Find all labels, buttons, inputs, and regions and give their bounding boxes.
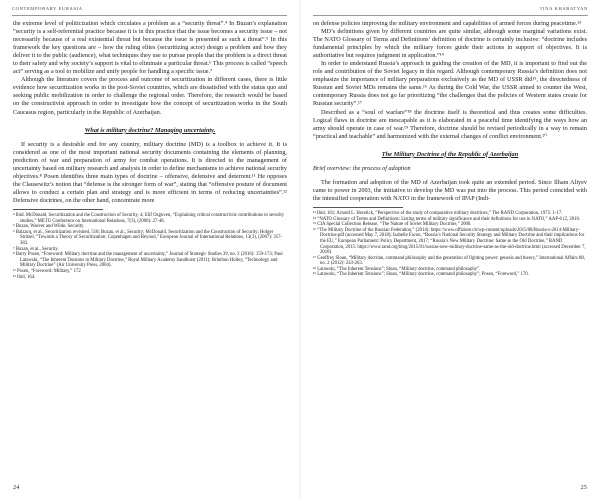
footnote: ¹⁴ “NATO Glossary of Terms and Definitions: Listing terms of military significance and their definitions for use in NATO,” AAP-6 (2, 2010. — [313, 216, 581, 222]
header-rule-right — [313, 15, 588, 16]
running-header-journal: CONTEMPORARY EURASIA — [12, 6, 83, 11]
page-gutter — [299, 0, 301, 499]
footnote: ¹⁵ CIA Special Collection Release, “The Nature of Soviet Military Doctrine,” 2000. — [313, 222, 472, 228]
footnote: ⁴ Ibid. McDonald, Securitization and the Construction of Security, 4; Elif Ozguven, “Explaining critical constructivist contributions to security studies,” METU Conference on International Relations, 7(3), (2006): 27-48. — [13, 212, 285, 224]
footnotes-list — [13, 213, 287, 280]
footnote: ¹⁹ Latawski, “The Inherent Tensions”; Sloan, “Military doctrine, command philosophy”; Posen, “Foreword,” 170. — [313, 272, 529, 278]
footnote-rule — [13, 209, 103, 210]
footnote: ¹⁸ Latawski, “The Inherent Tensions”; Sloan, “Military doctrine, command philosophy”. — [313, 266, 481, 272]
header-rule-left — [12, 15, 287, 16]
footnote: ⁵ Buzan, Waever and Wilde, Security. — [13, 224, 85, 230]
page-number-right: 25 — [580, 484, 587, 491]
footnotes-list — [313, 211, 587, 278]
section-heading: What is military doctrine? Managing uncertainty. — [84, 126, 216, 134]
paragraph: The formation and adoption of the MD of Azerbaijan took quite an extended period. Since Ilham Aliyev came to power in 2003, the initiative to develop the MD was put into the process. This period coincided with the intensified cooperation with NATO in the framework of IPAP (Indi- — [313, 178, 587, 202]
paragraph: on defense policies improving the military environment and capabilities of armed forces during peacetime.¹³ — [313, 20, 581, 27]
footnote: ⁸ Barry Posen, “Foreword: Military doctrine and the management of uncertainty,” Journal of Strategic Studies 39, no. 2 (2016): 159-173; Paul Latawski, “The Inherent Tensions in Military Doctrine,” Royal Military Academy Sandhurst (2011); Brinthon Holley, “Technology and Military Doctrine” (Air University Press, 2004). — [13, 252, 283, 269]
footnote: ⁷ Buzan, et al., Security. — [13, 246, 59, 252]
footnote: ⁶ Balzacq, et al., Securitization revisited, 518; Buzan, et al., Security; McDonald, Securitization and the Construction of Security; Holger Stritzel, “Towards a Theory of Securitization: Copenhagen and Beyond,” European Journal of International Relations, 13(3), (2007): 357-383. — [13, 229, 283, 246]
paragraph: In order to understand Russia’s approach in guiding the creation of the MD, it is important to find out the role and contribution of the Soviet legacy in this regard. Although contemporary Russia’s definition does not emphasize the importance of military preparations exclusively as the MD of USSR did¹⁵, the directedness of Russian and Soviet MDs remains the same.¹⁶ As during the Cold War, the USSR aimed to counter the West, contemporary Russia does not go far prioritizing “the challenges that the policies of Western states create for Russian security”.¹⁷ — [313, 60, 587, 108]
footnote: ¹³ Ibid, 161; Arnold L. Horelick, “Perspective of the study of comparative military doctrines,” The RAND Corporation, 1975: 1-17. — [313, 210, 563, 216]
paragraph: the extreme level of politicization which circulates a problem as a “security threat”.⁴ In Buzan’s explanation “security is a self-referential practice because it is in this practice that the issue becomes a security issue – not necessarily because of a real existential threat but because the issue is presented as such a threat”.⁵ In this framework the key questions are – how the ruling elites (securitizing actor) design a problem and how they deliver it to the public (audience), what techniques they use to pursue people that the problem is a direct threat to their safety and why society’s support is vital to eliminate a particular threat.⁶ This process is called “speech act” serving as a tool to mobilize and unify people for handling a specific issue.⁷ — [13, 20, 287, 76]
footnote: ¹² Ibid, 164. — [13, 274, 36, 280]
paragraph: Described as a “soul of warfare”¹⁸ the doctrine itself is theoretical and thus creates some difficulties. Logical flaws in doctrine are inescapable as it is elaborated in a peaceful time identifying the ways how an army should operate in case of war.¹⁹ Therefore, doctrine should be revised periodically in a way to remain “practical and teachable” and harmonized with the external changes of conflict environment.²⁰ — [313, 108, 587, 140]
right-page-column — [313, 20, 587, 278]
section-heading: The Military Doctrine of the Republic of Azerbaijan — [381, 150, 519, 158]
page-number-left: 24 — [13, 484, 20, 491]
paragraph: If security is a desirable end for any country, military doctrine (MD) is a toolbox to achieve it. It is considered as one of the most important national security documents containing the elements of planning, prediction of war and preparation of army for combat operations. It is directed to the management of uncertainty based on military research and analysis in order to define mechanisms to achieve national security objectives.⁸ Posen identifies three main types of doctrine – offensive, defensive and deterrent.¹¹ He opposes the Clausewitz’s notion that “defense is the stronger form of war”, stating that “offensive posture of document allows to conduct a certain plan and strategy and is more efficient in terms of reducing uncertainties”.¹² Defensive doctrines, on the other hand, concentrate more — [13, 140, 287, 204]
footnote: ¹¹ Posen, “Foreword: Military,” 172 — [13, 268, 81, 274]
subsection-heading: Brief overview: the process of adoption — [313, 164, 411, 172]
footnote: ¹⁷ Geoffrey Sloan, “Military doctrine, command philosophy and the generation of fighting power: genesis and theory,” International Affairs 88, no. 2 (2012): 243-263. — [313, 255, 585, 267]
footnote-rule — [313, 207, 403, 208]
paragraph: Although the literature covers the process and outcome of securitization in different cases, there is little evidence how securitization works in the post-Soviet countries, which are dissatisfied with the status quo and seeking public mobilization in order to challenge the regional order. Therefore, the research would be based on the constructivist approach in order to investigate how the concept of securitization works in the South Caucasus region, particularly in the Republic of Azerbaijan. — [13, 76, 287, 116]
running-header-author: TINA KHARATYAN — [539, 6, 588, 11]
paragraph: MD’s definitions given by different countries are quite similar, although some marginal variations exist. The NATO Glossary of Terms and Definitions’ definition of doctrine is certainly inclusive: “doctrine includes fundamental principles by which the military forces guide their actions in support of objectives. It is authoritative but requires judgment in application.”¹⁴ — [313, 28, 587, 60]
left-page-column — [13, 20, 287, 280]
footnote: ¹⁶ “The Military Doctrine of the Russian Federation,” (2014): https://www.offiziere.ch/wp-content/uploads/2015/08/Russia-s-2014-Military-Doctrine.pdf (accessed May 7, 2018); Isabelle Facon, “Russia’s National Security Strategy and Military Doctrine and their implications for the EU,” European Parliament: Policy Department, 2017; “Russia’s New Military Doctrine: Same as the Old Doctrine,” RAND Corporation, 2015: https://www.rand.org/blog/2015/01/russias-new-military-doctrine-same-as-the-old-doctrine.html (accessed December 7, 2018). — [313, 227, 586, 256]
